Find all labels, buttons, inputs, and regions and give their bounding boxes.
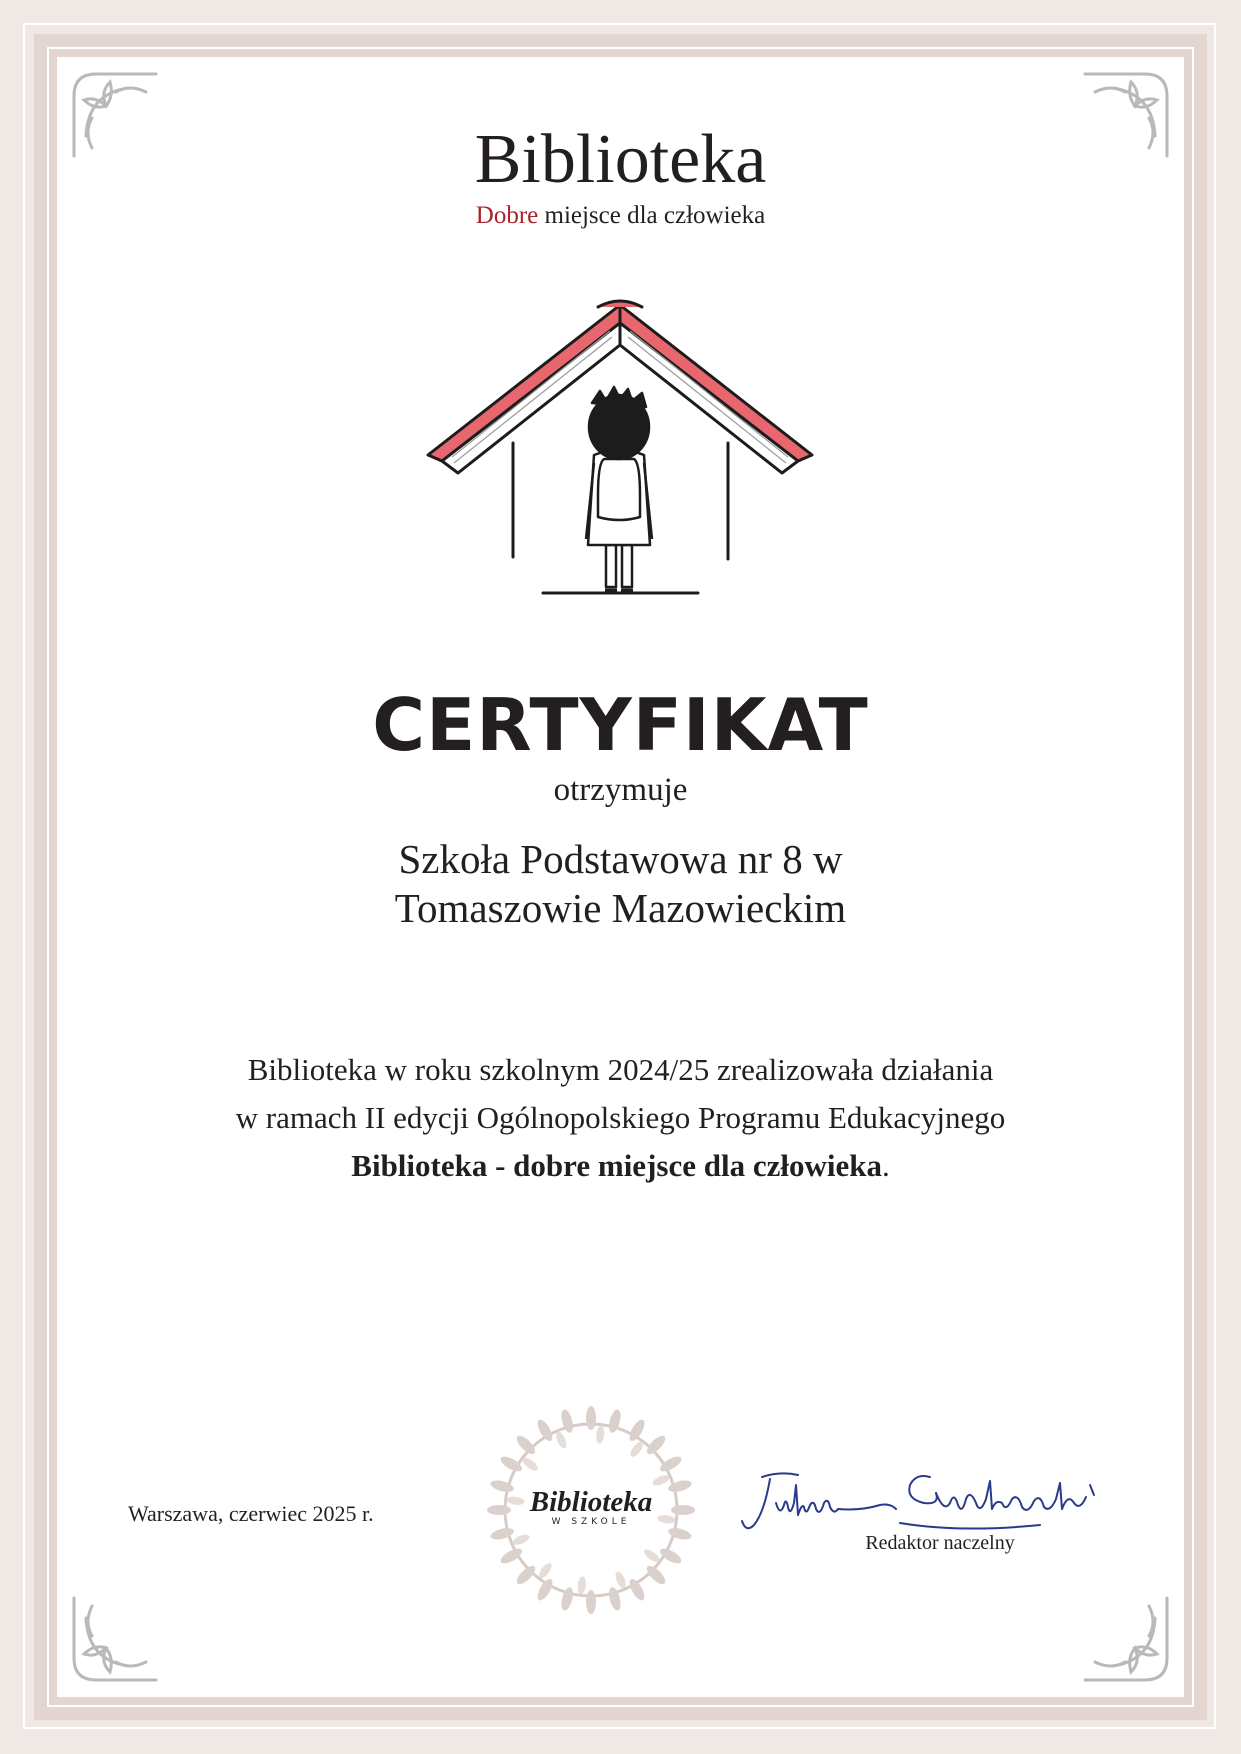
- recipient-line-2: Tomaszowie Mazowieckim: [394, 885, 847, 931]
- seal: [486, 1405, 696, 1615]
- signer-role: Redaktor naczelny: [865, 1532, 1015, 1554]
- certificate-subtitle: otrzymuje: [553, 772, 688, 808]
- place-date: Warszawa, czerwiec 2025 r.: [128, 1501, 374, 1526]
- recipient-name: [0, 835, 1241, 933]
- description-line-3: [0, 1142, 1241, 1190]
- recipient-line-1: Szkoła Podstawowa nr 8 w: [398, 836, 843, 882]
- tagline-rest: miejsce dla człowieka: [538, 202, 766, 229]
- signature: [740, 1463, 1110, 1539]
- tagline-accent-word: Dobre: [475, 202, 539, 229]
- program-name: Biblioteka - dobre miejsce dla człowieka: [351, 1148, 882, 1183]
- certificate-description: [0, 1046, 1241, 1190]
- description-line-2: w ramach II edycji Ogólnopolskiego Programu Edukacyjnego: [235, 1100, 1006, 1135]
- corner-ornament-icon: [1079, 1592, 1175, 1688]
- corner-ornament-icon: [66, 1592, 162, 1688]
- brand-title: Biblioteka: [474, 121, 767, 198]
- certificate-title: CERTYFIKAT: [372, 683, 869, 767]
- seal-subtitle: W SZKOLE: [551, 1517, 631, 1527]
- house-book-illustration-icon: [420, 295, 820, 605]
- seal-title: Biblioteka: [529, 1486, 653, 1518]
- description-line-1: Biblioteka w roku szkolnym 2024/25 zrealizowała działania: [247, 1052, 994, 1087]
- description-period: .: [881, 1148, 890, 1183]
- brand-tagline: [0, 201, 1241, 231]
